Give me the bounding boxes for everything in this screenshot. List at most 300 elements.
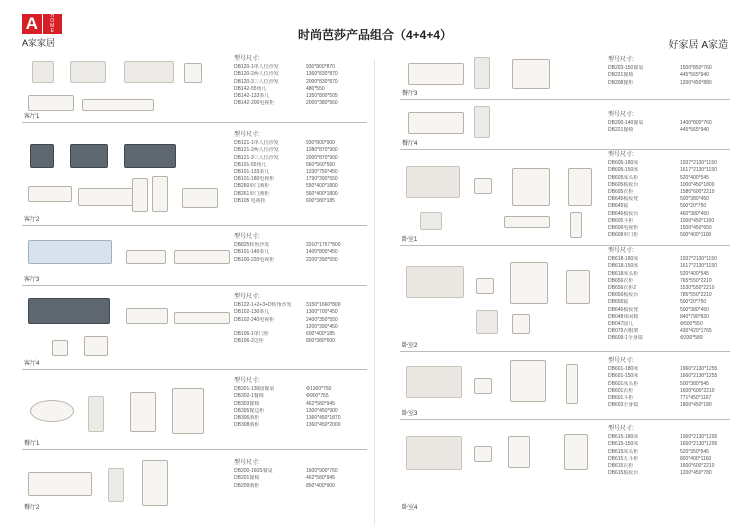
model-size: 550*400*1800	[306, 183, 338, 190]
room-label: 卧室3	[402, 411, 418, 417]
spec-row	[608, 263, 742, 270]
model-name: DB261单门酒柜	[234, 190, 270, 197]
model-size: 1660*2130*1295	[680, 441, 718, 448]
spec-heading: 型号尺寸:	[608, 57, 634, 63]
model-name: DB306酒柜	[234, 415, 260, 422]
spec-row	[234, 483, 368, 490]
model-name: DB302-1餐椅	[234, 393, 264, 400]
room-label: 餐厅2	[24, 505, 40, 511]
model-size: 1600*600*2210	[680, 387, 715, 394]
section-bedroom-1	[400, 154, 730, 246]
model-size: 1960*2130*1295	[680, 434, 718, 441]
model-size: 2400*350*550	[306, 316, 338, 323]
armchair-image	[32, 61, 54, 83]
model-size: 3150*1660*800	[306, 302, 341, 309]
section-dining-room-2	[22, 456, 367, 514]
spec-row	[234, 183, 368, 190]
section-bedroom-3	[400, 356, 730, 420]
dining-table-image	[28, 472, 92, 496]
spec-row	[608, 211, 742, 218]
spec-row	[608, 232, 742, 239]
spec-row	[608, 225, 742, 232]
spec-row	[608, 395, 742, 402]
model-name: DB079衣帽架	[608, 328, 639, 335]
spec-list	[234, 460, 368, 490]
wardrobe-image	[510, 262, 548, 304]
model-size: 1790*390*550	[306, 176, 338, 183]
bed-image	[406, 266, 464, 298]
model-size: 1580*600*2210	[680, 189, 715, 196]
model-size: 1617*2130*1150	[680, 263, 717, 270]
model-name: DB101-55角几	[234, 161, 267, 168]
model-size: 430*420*1765	[680, 328, 712, 335]
model-name: DB825转角沙发	[234, 242, 270, 249]
spec-row	[234, 86, 368, 93]
dining-chair-image	[88, 396, 104, 432]
spec-row	[608, 196, 742, 203]
model-size: 2000*830*870	[306, 78, 338, 85]
section-divider	[22, 285, 367, 286]
model-name: DB605衣柜	[608, 189, 634, 196]
section-dining-room-4	[400, 104, 730, 150]
spec-row	[608, 292, 742, 299]
model-size: 1600*900*760	[306, 468, 338, 475]
spec-row	[234, 64, 368, 71]
logo-home-letter: M	[50, 23, 55, 29]
spec-row	[608, 328, 742, 335]
spec-row	[608, 307, 742, 314]
bed-image	[406, 436, 462, 470]
model-name: DB303餐椅	[234, 400, 260, 407]
spec-heading: 型号尺寸:	[234, 132, 260, 138]
spec-row	[234, 140, 368, 147]
spec-row	[608, 175, 742, 182]
model-name: DB605梳妆台	[608, 181, 639, 188]
dresser-image	[568, 168, 592, 206]
spec-row	[608, 120, 742, 127]
model-size: 1000*450*1800	[680, 181, 715, 188]
sideboard-image	[512, 59, 550, 89]
coffee-table-image	[28, 186, 72, 202]
spec-row	[234, 475, 368, 482]
model-name: DB121-1单人位沙发	[234, 140, 279, 147]
model-name: DB048休闲椅	[608, 313, 639, 320]
model-size: 930*800*870	[306, 64, 335, 71]
spec-row	[234, 338, 368, 345]
dining-chair-image	[108, 468, 124, 502]
section-divider	[400, 419, 730, 420]
model-size: 1350*800*505	[306, 93, 338, 100]
room-label: 卧室1	[402, 237, 418, 243]
model-name: DB106-2边柜	[234, 338, 264, 345]
loveseat-image	[70, 144, 108, 168]
model-name: DB260单门酒柜	[234, 183, 270, 190]
room-label: 客厅3	[24, 277, 40, 283]
spec-row	[608, 402, 742, 409]
model-name: DB605-180床	[608, 160, 639, 167]
spec-row	[234, 79, 368, 86]
model-name: DB142-55角几	[234, 85, 267, 92]
model-name: DB601衣柜	[608, 387, 634, 394]
model-name: DB601斗柜	[608, 395, 634, 402]
spec-row	[234, 93, 368, 100]
corner-sofa-image	[28, 240, 112, 264]
tv-cabinet-image	[82, 99, 154, 111]
model-size: Φ500*550	[680, 321, 703, 328]
model-size: 3310*1757*800	[306, 242, 341, 249]
model-size: 930*800*900	[306, 140, 335, 147]
model-size: 500*400*1100	[680, 232, 712, 239]
model-size: 2000*870*900	[306, 154, 338, 161]
spec-row	[234, 242, 368, 249]
spec-row	[608, 321, 742, 328]
model-size: 600*400*185	[306, 331, 335, 338]
spec-heading: 型号尺寸:	[608, 112, 634, 118]
spec-row	[234, 422, 368, 429]
section-divider	[400, 245, 730, 246]
model-size: 1360*450*1870	[306, 415, 341, 422]
page-title: 时尚芭莎产品组合（4+4+4）	[297, 28, 453, 42]
logo-home-letter: E	[50, 28, 54, 34]
room-label: 卧室2	[402, 343, 418, 349]
model-name: DB601床头柜	[608, 380, 639, 387]
model-size: 1937*2130*1150	[680, 160, 717, 167]
section-divider	[400, 351, 730, 352]
model-name: DB208餐柜	[608, 79, 634, 86]
section-living-room-3	[22, 230, 367, 286]
dining-table-image	[408, 63, 464, 85]
model-name: DB142-133茶几	[234, 93, 270, 100]
model-size: 1360*830*870	[306, 71, 338, 78]
model-size: 560*560*560	[306, 161, 335, 168]
model-size: 520*400*545	[680, 270, 709, 277]
spec-row	[608, 182, 742, 189]
spec-row	[234, 309, 368, 316]
model-name: DB200-160S餐桌	[234, 468, 273, 475]
spec-row	[608, 218, 742, 225]
model-name: DB656梳妆台	[608, 292, 639, 299]
model-size: 2200*390*550	[306, 256, 338, 263]
model-name: DB618-180床	[608, 256, 639, 263]
model-name: DB656镜	[608, 299, 629, 306]
model-size: 785*550*2210	[680, 292, 712, 299]
room-label: 餐厅1	[24, 441, 40, 447]
section-dining-room-1	[22, 374, 367, 450]
model-size: 500*20*750	[680, 299, 707, 306]
model-name: DB142-200电视柜	[234, 100, 275, 107]
room-label: 卧室4	[402, 505, 418, 511]
model-size: 1360*450*2000	[306, 422, 341, 429]
model-name: DB615衣柜	[608, 463, 634, 470]
chest-of-drawers-image	[508, 436, 530, 468]
wardrobe-image	[510, 360, 546, 402]
spec-row	[608, 463, 742, 470]
section-dining-room-3	[400, 55, 730, 100]
tv-cabinet-image	[78, 188, 134, 206]
room-label: 餐厅4	[402, 141, 418, 147]
model-size: 460*380*450	[680, 210, 709, 217]
spec-list	[234, 294, 368, 345]
side-table-image	[184, 63, 202, 83]
spec-row	[234, 147, 368, 154]
spec-row	[234, 302, 368, 309]
model-size: 445*565*940	[680, 127, 709, 134]
corner-sofa-image	[28, 298, 110, 324]
model-name: DB301-130圆餐桌	[234, 386, 275, 393]
spec-row	[234, 401, 368, 408]
logo-home-letter: H	[50, 13, 55, 19]
model-size: 1300*700*450	[306, 309, 338, 316]
model-name: DB120-3三人位沙发	[234, 78, 279, 85]
spec-row	[234, 169, 368, 176]
spec-row	[608, 470, 742, 477]
section-living-room-1	[22, 55, 367, 123]
model-name: DB047圆几	[608, 321, 634, 328]
model-size: Φ330*589	[680, 335, 703, 342]
spec-heading: 型号尺寸:	[608, 358, 634, 364]
model-size: 1600*600*2210	[680, 463, 715, 470]
side-cabinet-image	[84, 336, 108, 356]
logo-text: A家家居	[22, 38, 56, 48]
model-size: 1200*450*880	[680, 79, 712, 86]
spec-row	[608, 256, 742, 263]
spec-row	[234, 249, 368, 256]
model-name: DB305餐边柜	[234, 407, 265, 414]
brand-slogan: 好家居 A家造	[668, 40, 728, 51]
logo-letter: A	[22, 14, 42, 34]
section-divider	[400, 149, 730, 150]
spec-row	[608, 299, 742, 306]
room-label: 客厅2	[24, 217, 40, 223]
model-size: 1500*850*760	[680, 65, 712, 72]
model-size: 840*790*820	[680, 313, 709, 320]
lounge-chair-image	[476, 310, 498, 334]
mirror-image	[570, 212, 582, 238]
spec-row	[234, 331, 368, 338]
model-name: DB209酒柜	[234, 482, 260, 489]
model-name: DB605-150床	[608, 167, 639, 174]
model-name: DB106-1单门柜	[234, 331, 269, 338]
model-name: DB605床头柜	[608, 174, 639, 181]
spec-list	[608, 358, 742, 409]
spec-list	[608, 248, 742, 343]
spec-list	[234, 378, 368, 429]
wardrobe-image	[512, 168, 550, 206]
spec-list	[234, 234, 368, 264]
wardrobe-image	[564, 434, 588, 470]
spec-row	[608, 314, 742, 321]
model-size: 771*450*1167	[680, 395, 712, 402]
model-size: 850*400*900	[306, 482, 335, 489]
room-label: 餐厅3	[402, 91, 418, 97]
model-size: 1200*390*450	[306, 323, 338, 330]
spec-row	[234, 176, 368, 183]
spec-row	[608, 127, 742, 134]
model-size: 1000*450*1100	[680, 217, 715, 224]
model-name: DB615五斗柜	[608, 455, 639, 462]
model-name: DB606电视柜	[608, 225, 639, 232]
model-name: DB121-2两人位沙发	[234, 147, 279, 154]
model-size: 1660*2130*1255	[680, 373, 718, 380]
model-name: DB101-140茶几	[234, 249, 270, 256]
spec-row	[608, 285, 742, 292]
model-size: 1530*550*2210	[680, 285, 715, 292]
stool-image	[420, 212, 442, 230]
page-divider	[374, 60, 375, 525]
model-size: 1937*2130*1150	[680, 256, 717, 263]
model-name: DB102-130茶几	[234, 309, 270, 316]
spec-row	[234, 100, 368, 107]
model-name: DB656衣柜2	[608, 285, 637, 292]
nightstand-image	[476, 278, 494, 294]
model-name: DB100-220电视柜	[234, 256, 275, 263]
section-divider	[22, 122, 367, 123]
model-name	[234, 324, 306, 331]
model-size: 1330*750*450	[306, 169, 338, 176]
model-size: 1400*800*450	[306, 249, 338, 256]
spec-row	[608, 381, 742, 388]
single-door-cabinet-image	[52, 340, 68, 356]
model-size: 560*400*1800	[306, 190, 338, 197]
spec-list	[608, 57, 742, 87]
model-name: DB618床头柜	[608, 270, 639, 277]
spec-row	[608, 366, 742, 373]
tv-cabinet-image	[174, 250, 230, 264]
model-name: DB120-2两人位沙发	[234, 71, 279, 78]
spec-row	[608, 189, 742, 196]
model-name: DB615床头柜	[608, 448, 639, 455]
spec-row	[234, 198, 368, 205]
spec-heading: 型号尺寸:	[608, 152, 634, 158]
section-living-room-4	[22, 290, 367, 370]
model-name: DB101-180电视柜	[234, 176, 275, 183]
spec-row	[234, 317, 368, 324]
spec-row	[608, 72, 742, 79]
spec-row	[608, 335, 742, 342]
spec-list	[608, 152, 742, 239]
spec-heading: 型号尺寸:	[234, 234, 260, 240]
round-table-image	[512, 314, 530, 334]
spec-row	[234, 162, 368, 169]
model-name: DB120-1单人位沙发	[234, 64, 279, 71]
model-size: 800*380*600	[306, 338, 335, 345]
tv-cabinet-image	[504, 216, 550, 228]
dining-chair-image	[474, 57, 490, 89]
spec-row	[608, 203, 742, 210]
spec-row	[608, 441, 742, 448]
model-name: DB122-1+2+3+D转角沙发	[234, 302, 292, 309]
spec-row	[234, 71, 368, 78]
model-name: DB615梳妆台	[608, 470, 639, 477]
model-name: DB601-180床	[608, 366, 639, 373]
model-name: DB603全身镜	[608, 402, 639, 409]
loveseat-image	[70, 61, 106, 83]
model-size: 765*550*2210	[680, 277, 712, 284]
model-name: DB615-180床	[608, 434, 639, 441]
model-name: DB221餐椅	[608, 72, 634, 79]
spec-row	[234, 393, 368, 400]
model-size: 480*550	[306, 85, 325, 92]
model-size: 520*350*545	[680, 448, 709, 455]
spec-list	[234, 56, 368, 107]
sofa-image	[124, 61, 174, 83]
spec-row	[234, 415, 368, 422]
model-name: DB203-150餐桌	[608, 65, 644, 72]
wine-cabinet-image	[132, 178, 148, 212]
spec-row	[608, 80, 742, 87]
model-name: DB601-150床	[608, 373, 639, 380]
model-size: 800*400*1160	[680, 455, 712, 462]
nightstand-image	[474, 378, 492, 394]
spec-row	[608, 456, 742, 463]
model-name: DB646梳妆台	[608, 210, 639, 217]
spec-row	[608, 65, 742, 72]
model-name: DB608单门柜	[608, 232, 639, 239]
spec-row	[608, 278, 742, 285]
model-name: DB105 电视柜	[234, 197, 266, 204]
spec-heading: 型号尺寸:	[234, 460, 260, 466]
model-size: 520*400*545	[680, 174, 709, 181]
nightstand-image	[474, 178, 492, 194]
model-size: Φ900*755	[306, 393, 329, 400]
model-name: DB656衣柜	[608, 277, 634, 284]
wine-cabinet-image	[172, 388, 204, 434]
model-size: 500*20*750	[680, 203, 707, 210]
nightstand-image	[474, 446, 492, 462]
model-size: 1960*2130*1255	[680, 366, 718, 373]
model-name: DB201餐椅	[234, 475, 260, 482]
spec-row	[608, 388, 742, 395]
model-name: DB101-133茶几	[234, 169, 270, 176]
model-size: 500*380*545	[680, 380, 709, 387]
spec-row	[608, 271, 742, 278]
spec-heading: 型号尺寸:	[234, 378, 260, 384]
model-size: 1500*450*650	[680, 225, 712, 232]
spec-row	[608, 434, 742, 441]
bed-image	[406, 166, 460, 198]
cabinet-image	[182, 188, 218, 208]
model-size: 2000*380*560	[306, 100, 338, 107]
bed-image	[406, 366, 462, 398]
model-size: 1300*450*900	[306, 407, 338, 414]
spec-list	[234, 132, 368, 205]
wine-cabinet-image	[152, 176, 168, 212]
dining-chair-image	[474, 106, 490, 138]
model-name: DB200-140餐桌	[608, 120, 644, 127]
spec-list	[608, 112, 742, 135]
section-living-room-2	[22, 128, 367, 226]
spec-heading: 型号尺寸:	[234, 56, 260, 62]
dresser-image	[566, 270, 590, 304]
spec-heading: 型号尺寸:	[608, 426, 634, 432]
spec-row	[234, 468, 368, 475]
round-table-image	[30, 400, 74, 422]
model-name: DB605斗柜	[608, 217, 634, 224]
spec-row	[234, 191, 368, 198]
section-divider	[22, 369, 367, 370]
model-name: DB615-150床	[608, 441, 639, 448]
model-name: DB221餐椅	[608, 127, 634, 134]
full-length-mirror-image	[566, 364, 578, 404]
sofa-image	[124, 144, 176, 168]
spec-heading: 型号尺寸:	[608, 248, 634, 254]
model-size: Φ1300*760	[306, 386, 332, 393]
model-size: 1400*800*760	[680, 120, 712, 127]
tv-cabinet-image	[174, 312, 230, 324]
model-name: DB121-3三人位沙发	[234, 154, 279, 161]
dining-table-image	[408, 112, 464, 134]
sideboard-image	[130, 392, 156, 432]
